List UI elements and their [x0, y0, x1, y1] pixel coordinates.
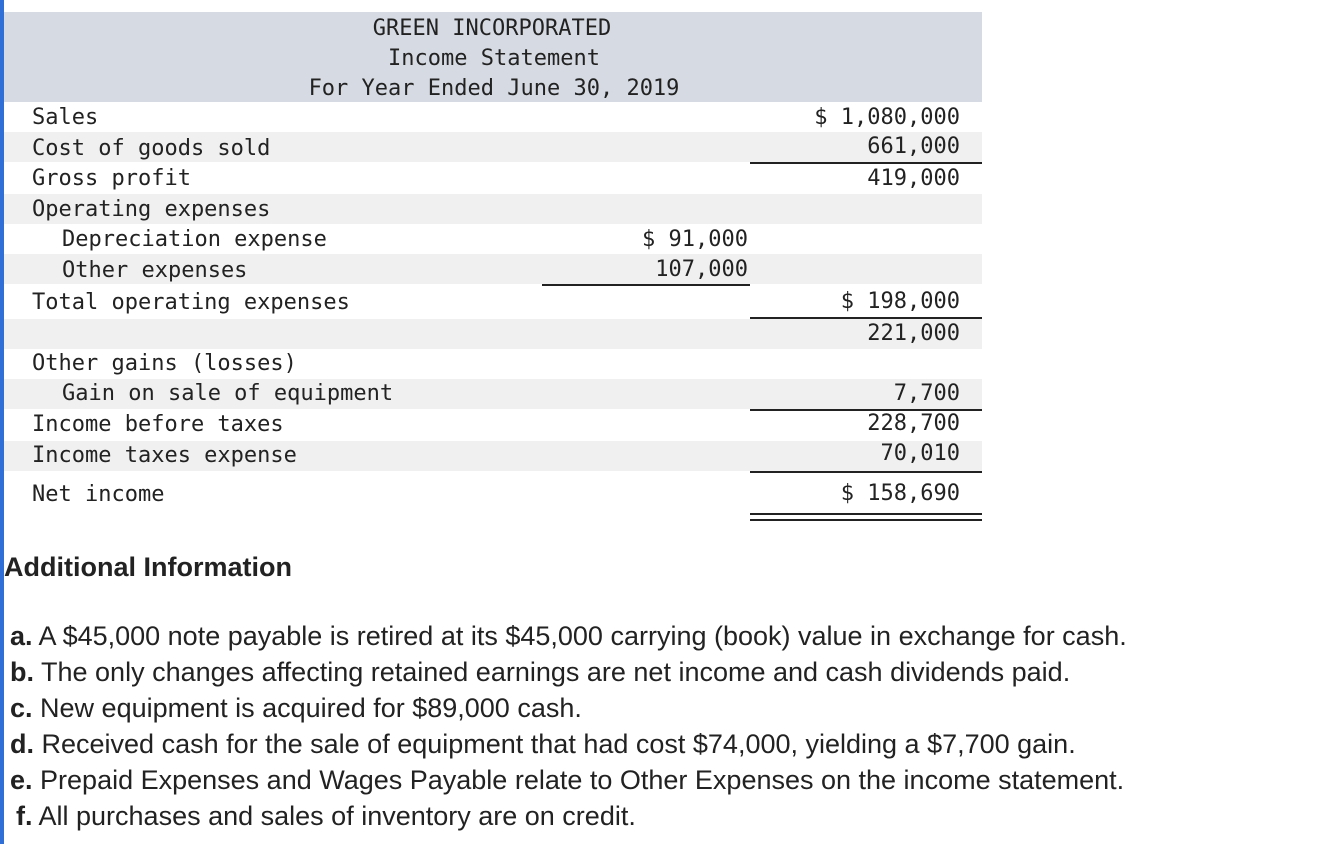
row-operating-income: [4, 319, 982, 349]
row-label: Other gains (losses): [32, 351, 297, 376]
item-text: Received cash for the sale of equipment that had cost $74,000, yielding a $7,700 gain.: [34, 729, 1076, 759]
row-label: Income taxes expense: [32, 443, 297, 468]
statement-header: [4, 12, 982, 102]
row-amount: $ 1,080,000: [814, 105, 960, 130]
row-gross-profit: [4, 164, 982, 194]
row-amount: 228,700: [867, 411, 960, 436]
row-label: Income before taxes: [32, 412, 284, 437]
row-gain-on-sale: [4, 379, 982, 409]
row-label: Sales: [32, 105, 99, 130]
row-amount: $ 158,690: [840, 481, 960, 506]
item-letter: a.: [10, 621, 33, 651]
row-amount: 107,000: [655, 257, 748, 282]
list-item: [10, 618, 1127, 654]
statement-period: For Year Ended June 30, 2019: [308, 76, 680, 101]
row-label: Cost of goods sold: [32, 136, 271, 161]
list-item: [10, 726, 1127, 762]
item-text: A $45,000 note payable is retired at its $45,000 carrying (book) value in exchange for cash.: [32, 621, 1127, 651]
item-text: The only changes affecting retained earnings are net income and cash dividends paid.: [34, 657, 1071, 687]
row-income-before-taxes: [4, 411, 982, 441]
row-label: Net income: [32, 482, 165, 507]
row-amount: 7,700: [893, 381, 960, 406]
row-amount: 419,000: [867, 166, 960, 191]
row-amount: $ 91,000: [642, 227, 748, 252]
row-sales: [4, 102, 982, 132]
row-label: Depreciation expense: [62, 227, 327, 252]
row-cogs: [4, 132, 982, 162]
row-other-expenses: [4, 254, 982, 284]
item-text: Prepaid Expenses and Wages Payable relate to Other Expenses on the income statement.: [32, 765, 1125, 795]
row-amount: 70,010: [880, 441, 960, 466]
row-label: Gain on sale of equipment: [62, 381, 394, 406]
row-label: Operating expenses: [32, 197, 271, 222]
row-amount: $ 198,000: [840, 289, 960, 314]
item-letter: e.: [10, 765, 33, 795]
company-name: GREEN INCORPORATED: [372, 16, 612, 41]
row-income-taxes: [4, 441, 982, 471]
row-other-gains: [4, 349, 982, 379]
row-label: Other expenses: [62, 258, 248, 283]
row-label: Total operating expenses: [32, 290, 350, 315]
list-item: [10, 654, 1127, 690]
list-item: [10, 690, 1127, 726]
row-label: Gross profit: [32, 166, 191, 191]
statement-title: Income Statement: [388, 46, 600, 71]
item-letter: f.: [16, 801, 33, 831]
item-text: New equipment is acquired for $89,000 cash.: [32, 693, 582, 723]
additional-information-heading: Additional Information: [4, 552, 292, 582]
list-item: [10, 762, 1127, 798]
row-net-income: [4, 473, 982, 515]
item-letter: c.: [10, 693, 33, 723]
list-item: [10, 798, 1127, 834]
row-depreciation: [4, 224, 982, 254]
row-amount: 221,000: [867, 321, 960, 346]
double-underline: [750, 513, 982, 521]
item-letter: d.: [10, 729, 34, 759]
row-operating-expenses: [4, 194, 982, 224]
income-statement: [4, 12, 982, 507]
row-total-operating: [4, 286, 982, 318]
item-text: All purchases and sales of inventory are on credit.: [32, 801, 636, 831]
additional-information-list: [10, 618, 1127, 834]
item-letter: b.: [10, 657, 34, 687]
row-amount: 661,000: [867, 134, 960, 159]
